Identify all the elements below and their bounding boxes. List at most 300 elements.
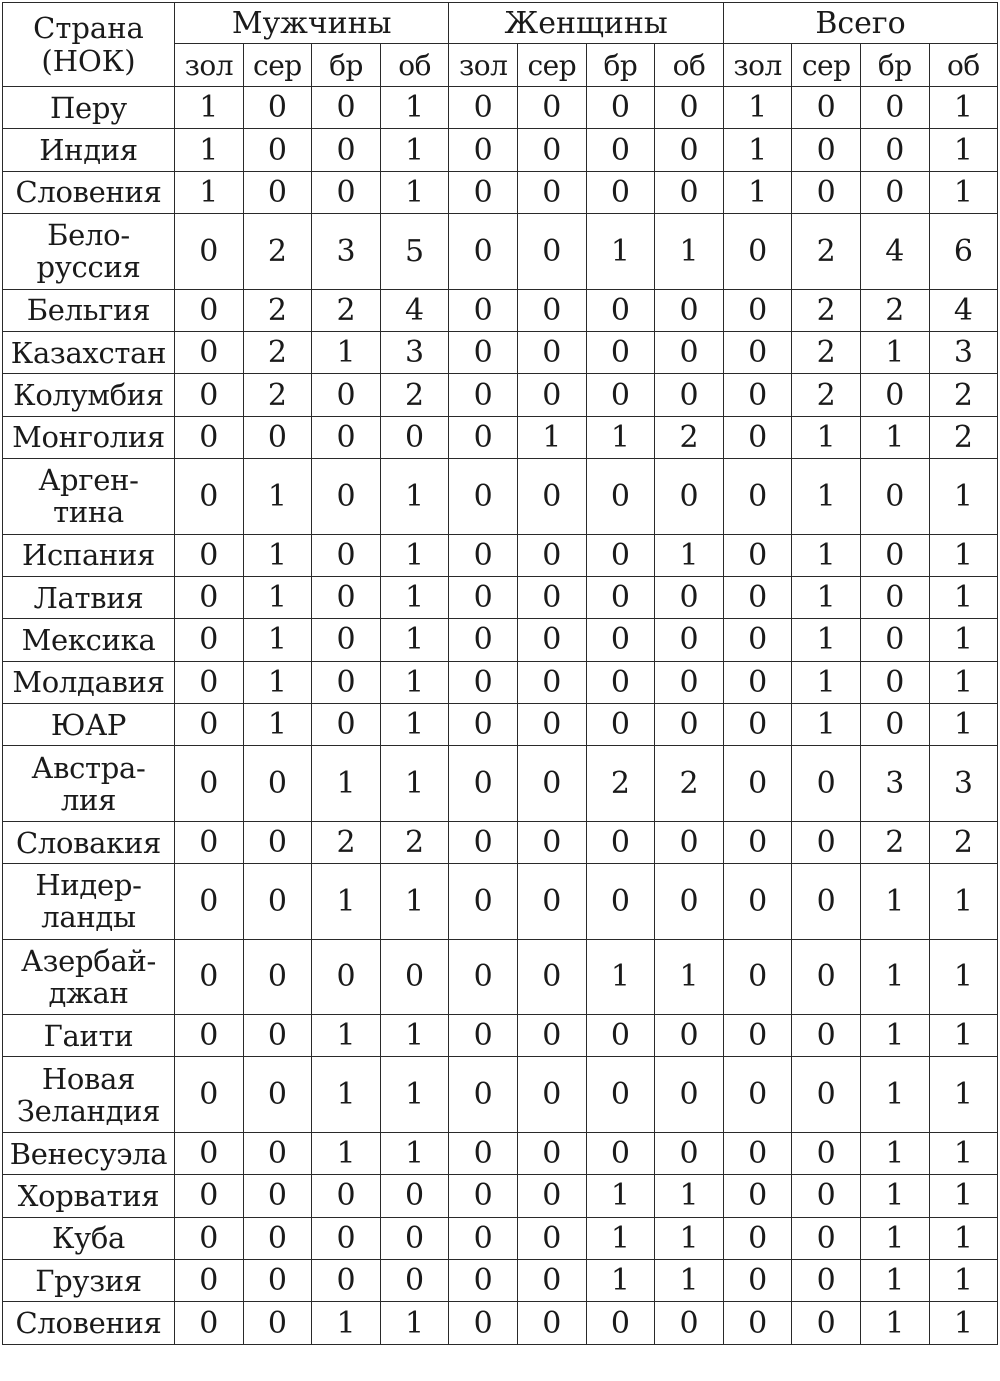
medal-count-women-gold: 0 — [449, 87, 518, 129]
medal-count-women-total: 0 — [655, 821, 724, 863]
medal-count-men-gold: 1 — [175, 87, 244, 129]
medal-count-total-bronze: 0 — [861, 576, 930, 618]
medal-count-total-gold: 0 — [723, 939, 792, 1014]
country-name-line1: Словения — [15, 1306, 162, 1341]
medal-count-men-silver: 1 — [243, 576, 312, 618]
medal-count-women-gold: 0 — [449, 129, 518, 171]
medal-count-total-silver: 0 — [792, 864, 861, 939]
medal-count-total-total: 1 — [929, 939, 998, 1014]
medal-count-women-bronze: 0 — [586, 374, 655, 416]
medal-count-total-total: 1 — [929, 1175, 998, 1217]
medal-count-men-gold: 0 — [175, 864, 244, 939]
medal-count-women-bronze: 0 — [586, 661, 655, 703]
medal-count-total-total: 1 — [929, 171, 998, 213]
medal-count-women-silver: 0 — [518, 331, 587, 373]
medal-count-total-total: 2 — [929, 374, 998, 416]
medal-count-women-total: 1 — [655, 1175, 724, 1217]
country-name — [3, 534, 175, 576]
country-name-line1: Нидер- — [35, 868, 142, 903]
medal-count-men-total: 4 — [380, 289, 449, 331]
medal-count-women-total: 1 — [655, 1217, 724, 1259]
medal-count-women-silver: 0 — [518, 1015, 587, 1057]
medal-count-men-total: 1 — [380, 619, 449, 661]
country-name-line1: Молдавия — [12, 665, 165, 700]
medal-count-men-bronze: 0 — [312, 534, 381, 576]
medal-count-total-gold: 0 — [723, 1217, 792, 1259]
medal-count-women-total: 2 — [655, 746, 724, 821]
medal-count-total-bronze: 2 — [861, 821, 930, 863]
country-name — [3, 1057, 175, 1132]
medal-count-total-total: 1 — [929, 1217, 998, 1259]
medal-count-men-gold: 0 — [175, 331, 244, 373]
medal-count-women-gold: 0 — [449, 746, 518, 821]
medal-count-total-gold: 0 — [723, 1015, 792, 1057]
subheader-total: об — [929, 44, 998, 87]
medal-count-total-gold: 0 — [723, 704, 792, 746]
country-name — [3, 1217, 175, 1259]
country-name — [3, 939, 175, 1014]
medal-count-total-bronze: 0 — [861, 459, 930, 534]
medal-count-men-gold: 1 — [175, 171, 244, 213]
medal-count-women-gold: 0 — [449, 374, 518, 416]
medal-count-women-silver: 0 — [518, 534, 587, 576]
medal-count-men-bronze: 1 — [312, 864, 381, 939]
medal-count-women-gold: 0 — [449, 289, 518, 331]
medal-count-men-total: 1 — [380, 87, 449, 129]
country-name-line1: Австра- — [31, 750, 146, 785]
medal-count-men-gold: 0 — [175, 1132, 244, 1174]
country-name-line1: Латвия — [33, 580, 144, 615]
country-name-line1: Новая — [41, 1061, 136, 1096]
medal-count-men-silver: 2 — [243, 214, 312, 289]
medal-count-women-gold: 0 — [449, 821, 518, 863]
subheader-silver: сер — [792, 44, 861, 87]
medal-count-men-silver: 0 — [243, 1217, 312, 1259]
country-name — [3, 331, 175, 373]
medal-count-women-total: 0 — [655, 331, 724, 373]
medal-count-women-silver: 0 — [518, 1259, 587, 1301]
subheader-bronze: бр — [861, 44, 930, 87]
medal-count-women-total: 0 — [655, 704, 724, 746]
medal-count-total-bronze: 3 — [861, 746, 930, 821]
medal-count-men-bronze: 1 — [312, 1302, 381, 1344]
medal-count-total-silver: 0 — [792, 746, 861, 821]
medal-count-men-bronze: 0 — [312, 1175, 381, 1217]
table-row — [3, 331, 998, 373]
country-name-line1: Перу — [50, 90, 127, 125]
medal-count-women-total: 0 — [655, 576, 724, 618]
medal-count-women-total: 0 — [655, 864, 724, 939]
medal-count-men-gold: 0 — [175, 746, 244, 821]
medal-count-total-gold: 0 — [723, 864, 792, 939]
country-name — [3, 1175, 175, 1217]
medal-count-men-bronze: 2 — [312, 289, 381, 331]
country-name — [3, 1259, 175, 1301]
medal-count-women-gold: 0 — [449, 459, 518, 534]
medal-count-men-silver: 0 — [243, 416, 312, 458]
country-name — [3, 289, 175, 331]
medal-count-total-gold: 0 — [723, 214, 792, 289]
table-row — [3, 619, 998, 661]
medal-count-total-total: 3 — [929, 746, 998, 821]
group-header-men: Мужчины — [175, 3, 449, 44]
medal-count-women-bronze: 0 — [586, 331, 655, 373]
medal-count-total-gold: 0 — [723, 331, 792, 373]
medal-count-women-bronze: 0 — [586, 1015, 655, 1057]
medal-count-women-gold: 0 — [449, 1132, 518, 1174]
medal-count-women-total: 0 — [655, 171, 724, 213]
medal-table — [2, 2, 998, 1345]
medal-count-women-silver: 0 — [518, 746, 587, 821]
medal-count-total-gold: 0 — [723, 1259, 792, 1301]
medal-count-total-silver: 1 — [792, 661, 861, 703]
medal-count-men-gold: 0 — [175, 1015, 244, 1057]
medal-count-total-silver: 0 — [792, 1302, 861, 1344]
medal-count-men-total: 0 — [380, 1217, 449, 1259]
medal-count-women-bronze: 0 — [586, 576, 655, 618]
medal-count-men-gold: 0 — [175, 1259, 244, 1301]
medal-count-men-gold: 0 — [175, 534, 244, 576]
medal-count-men-total: 2 — [380, 374, 449, 416]
medal-count-men-gold: 0 — [175, 214, 244, 289]
medal-count-men-gold: 1 — [175, 129, 244, 171]
medal-count-total-total: 6 — [929, 214, 998, 289]
country-name — [3, 416, 175, 458]
medal-count-total-total: 1 — [929, 87, 998, 129]
medal-count-men-total: 1 — [380, 1302, 449, 1344]
medal-count-women-total: 0 — [655, 289, 724, 331]
medal-count-total-silver: 0 — [792, 1259, 861, 1301]
medal-count-men-bronze: 0 — [312, 459, 381, 534]
medal-count-total-bronze: 1 — [861, 331, 930, 373]
medal-count-total-bronze: 0 — [861, 704, 930, 746]
country-name-line1: Гаити — [43, 1018, 134, 1053]
medal-count-men-silver: 2 — [243, 374, 312, 416]
medal-count-women-total: 0 — [655, 619, 724, 661]
medal-count-women-silver: 0 — [518, 864, 587, 939]
medal-count-men-total: 1 — [380, 746, 449, 821]
table-row — [3, 1132, 998, 1174]
medal-count-men-silver: 2 — [243, 331, 312, 373]
medal-count-men-gold: 0 — [175, 704, 244, 746]
medal-count-men-bronze: 0 — [312, 87, 381, 129]
country-name-line1: Словакия — [15, 825, 162, 860]
medal-count-men-total: 1 — [380, 534, 449, 576]
medal-count-women-silver: 0 — [518, 459, 587, 534]
medal-count-men-bronze: 0 — [312, 661, 381, 703]
medal-count-total-bronze: 1 — [861, 939, 930, 1014]
medal-count-men-total: 1 — [380, 576, 449, 618]
medal-count-total-gold: 0 — [723, 821, 792, 863]
country-name-line1: Мексика — [21, 622, 156, 657]
medal-count-women-bronze: 1 — [586, 1259, 655, 1301]
country-name-line1: Монголия — [12, 420, 165, 455]
medal-count-men-total: 1 — [380, 171, 449, 213]
medal-count-women-silver: 0 — [518, 171, 587, 213]
country-name-line1: Азербай- — [21, 943, 156, 978]
medal-count-women-silver: 0 — [518, 1217, 587, 1259]
medal-count-men-silver: 0 — [243, 129, 312, 171]
medal-count-women-silver: 0 — [518, 129, 587, 171]
medal-count-men-bronze: 0 — [312, 939, 381, 1014]
medal-count-total-gold: 1 — [723, 171, 792, 213]
medal-count-total-bronze: 0 — [861, 87, 930, 129]
medal-count-total-silver: 2 — [792, 331, 861, 373]
medal-count-total-silver: 1 — [792, 459, 861, 534]
medal-count-women-gold: 0 — [449, 1175, 518, 1217]
country-name-line1: ЮАР — [50, 707, 127, 742]
medal-count-women-gold: 0 — [449, 1259, 518, 1301]
medal-count-men-total: 0 — [380, 939, 449, 1014]
medal-count-total-bronze: 0 — [861, 661, 930, 703]
medal-count-women-bronze: 0 — [586, 704, 655, 746]
medal-count-total-total: 1 — [929, 1015, 998, 1057]
medal-count-men-total: 1 — [380, 704, 449, 746]
table-row — [3, 87, 998, 129]
table-row — [3, 459, 998, 534]
medal-count-women-gold: 0 — [449, 939, 518, 1014]
medal-count-total-bronze: 4 — [861, 214, 930, 289]
medal-count-men-gold: 0 — [175, 289, 244, 331]
medal-count-men-silver: 1 — [243, 534, 312, 576]
subheader-gold: зол — [175, 44, 244, 87]
medal-count-total-gold: 0 — [723, 289, 792, 331]
medal-count-total-total: 1 — [929, 576, 998, 618]
table-row — [3, 746, 998, 821]
medal-count-women-gold: 0 — [449, 1302, 518, 1344]
subheader-bronze: бр — [586, 44, 655, 87]
medal-count-total-silver: 0 — [792, 1132, 861, 1174]
medal-count-men-total: 1 — [380, 129, 449, 171]
medal-count-total-bronze: 1 — [861, 1132, 930, 1174]
medal-count-women-bronze: 0 — [586, 1302, 655, 1344]
medal-count-men-total: 0 — [380, 416, 449, 458]
medal-count-total-silver: 1 — [792, 619, 861, 661]
medal-count-women-bronze: 0 — [586, 821, 655, 863]
medal-count-men-gold: 0 — [175, 1302, 244, 1344]
medal-count-total-total: 1 — [929, 534, 998, 576]
subheader-gold: зол — [449, 44, 518, 87]
medal-count-women-gold: 0 — [449, 534, 518, 576]
medal-count-women-total: 0 — [655, 1057, 724, 1132]
medal-count-women-bronze: 0 — [586, 1057, 655, 1132]
medal-count-total-total: 1 — [929, 1302, 998, 1344]
table-row — [3, 374, 998, 416]
medal-count-total-silver: 0 — [792, 939, 861, 1014]
medal-count-men-gold: 0 — [175, 416, 244, 458]
medal-count-women-bronze: 0 — [586, 534, 655, 576]
medal-count-men-bronze: 0 — [312, 619, 381, 661]
medal-count-total-gold: 0 — [723, 1175, 792, 1217]
table-row — [3, 1259, 998, 1301]
country-name — [3, 87, 175, 129]
medal-count-total-gold: 0 — [723, 1057, 792, 1132]
table-row — [3, 289, 998, 331]
country-name-line2: ланды — [41, 900, 136, 935]
medal-count-women-bronze: 0 — [586, 1132, 655, 1174]
country-name — [3, 576, 175, 618]
medal-count-men-bronze: 3 — [312, 214, 381, 289]
medal-count-women-gold: 0 — [449, 331, 518, 373]
medal-count-total-bronze: 0 — [861, 374, 930, 416]
medal-count-total-gold: 0 — [723, 1302, 792, 1344]
medal-count-women-silver: 0 — [518, 939, 587, 1014]
medal-count-women-total: 0 — [655, 1302, 724, 1344]
medal-count-men-gold: 0 — [175, 576, 244, 618]
table-row — [3, 939, 998, 1014]
subheader-total: об — [380, 44, 449, 87]
medal-count-total-gold: 0 — [723, 576, 792, 618]
medal-count-women-silver: 0 — [518, 1302, 587, 1344]
country-name — [3, 746, 175, 821]
medal-count-women-gold: 0 — [449, 171, 518, 213]
medal-count-women-bronze: 0 — [586, 289, 655, 331]
medal-count-women-silver: 0 — [518, 821, 587, 863]
medal-count-total-silver: 1 — [792, 704, 861, 746]
table-row — [3, 1217, 998, 1259]
medal-count-men-bronze: 0 — [312, 1259, 381, 1301]
medal-count-total-silver: 1 — [792, 576, 861, 618]
medal-count-men-total: 0 — [380, 1175, 449, 1217]
country-name-line1: Колумбия — [13, 378, 164, 413]
country-name-line2: лия — [60, 782, 117, 817]
medal-count-men-silver: 0 — [243, 1302, 312, 1344]
medal-count-women-bronze: 1 — [586, 939, 655, 1014]
medal-count-total-gold: 1 — [723, 87, 792, 129]
group-header-total: Всего — [723, 3, 997, 44]
medal-count-women-total: 1 — [655, 214, 724, 289]
medal-count-total-total: 1 — [929, 459, 998, 534]
medal-count-men-silver: 0 — [243, 746, 312, 821]
table-row — [3, 1015, 998, 1057]
medal-count-total-bronze: 1 — [861, 1302, 930, 1344]
medal-count-women-gold: 0 — [449, 661, 518, 703]
medal-count-men-silver: 0 — [243, 821, 312, 863]
medal-count-men-bronze: 0 — [312, 416, 381, 458]
medal-count-total-bronze: 1 — [861, 864, 930, 939]
medal-count-women-gold: 0 — [449, 214, 518, 289]
medal-count-men-total: 1 — [380, 1132, 449, 1174]
medal-count-total-silver: 0 — [792, 1217, 861, 1259]
medal-count-total-silver: 2 — [792, 214, 861, 289]
medal-count-men-bronze: 0 — [312, 704, 381, 746]
table-row — [3, 416, 998, 458]
country-name — [3, 661, 175, 703]
medal-count-men-gold: 0 — [175, 374, 244, 416]
country-name — [3, 1302, 175, 1344]
medal-count-men-bronze: 1 — [312, 1015, 381, 1057]
table-row — [3, 1302, 998, 1344]
medal-count-women-bronze: 1 — [586, 416, 655, 458]
table-row — [3, 534, 998, 576]
medal-count-men-bronze: 2 — [312, 821, 381, 863]
medal-count-total-gold: 0 — [723, 416, 792, 458]
medal-count-total-silver: 1 — [792, 416, 861, 458]
medal-count-women-silver: 0 — [518, 374, 587, 416]
medal-count-women-gold: 0 — [449, 1217, 518, 1259]
medal-count-total-silver: 0 — [792, 1057, 861, 1132]
medal-count-women-bronze: 1 — [586, 1175, 655, 1217]
medal-count-men-total: 2 — [380, 821, 449, 863]
medal-count-men-bronze: 0 — [312, 576, 381, 618]
medal-count-total-total: 2 — [929, 821, 998, 863]
medal-count-women-bronze: 2 — [586, 746, 655, 821]
medal-count-men-total: 5 — [380, 214, 449, 289]
medal-count-women-silver: 0 — [518, 1057, 587, 1132]
medal-count-women-total: 1 — [655, 1259, 724, 1301]
country-name-line1: Куба — [51, 1221, 126, 1256]
country-name — [3, 459, 175, 534]
country-name — [3, 374, 175, 416]
medal-count-women-bronze: 0 — [586, 129, 655, 171]
medal-count-total-silver: 0 — [792, 821, 861, 863]
medal-count-total-total: 1 — [929, 619, 998, 661]
medal-count-women-total: 0 — [655, 1132, 724, 1174]
country-name-line2: джан — [48, 975, 129, 1010]
group-header-women: Женщины — [449, 3, 723, 44]
medal-count-men-bronze: 0 — [312, 129, 381, 171]
country-name — [3, 821, 175, 863]
medal-count-men-silver: 0 — [243, 1057, 312, 1132]
medal-count-women-silver: 1 — [518, 416, 587, 458]
medal-count-total-bronze: 1 — [861, 1175, 930, 1217]
table-row — [3, 214, 998, 289]
country-name-line1: Индия — [39, 133, 138, 168]
medal-count-women-silver: 0 — [518, 704, 587, 746]
medal-count-men-silver: 0 — [243, 171, 312, 213]
country-name-line2: тина — [53, 495, 124, 530]
medal-count-men-silver: 2 — [243, 289, 312, 331]
country-name — [3, 1015, 175, 1057]
table-row — [3, 171, 998, 213]
medal-count-total-gold: 0 — [723, 619, 792, 661]
country-name-line1: Хорватия — [17, 1178, 160, 1213]
medal-count-women-total: 1 — [655, 939, 724, 1014]
medal-count-total-bronze: 2 — [861, 289, 930, 331]
medal-count-total-silver: 1 — [792, 534, 861, 576]
medal-count-total-silver: 2 — [792, 289, 861, 331]
medal-count-women-gold: 0 — [449, 619, 518, 661]
country-name-line1: Казахстан — [10, 335, 167, 370]
medal-count-women-bronze: 1 — [586, 214, 655, 289]
medal-count-women-gold: 0 — [449, 864, 518, 939]
medal-count-men-total: 1 — [380, 1015, 449, 1057]
country-name — [3, 704, 175, 746]
table-row — [3, 129, 998, 171]
medal-count-men-silver: 0 — [243, 1259, 312, 1301]
medal-count-women-total: 0 — [655, 374, 724, 416]
medal-count-total-gold: 0 — [723, 661, 792, 703]
country-name — [3, 214, 175, 289]
medal-count-men-silver: 1 — [243, 459, 312, 534]
medal-count-women-total: 0 — [655, 87, 724, 129]
table-row — [3, 704, 998, 746]
medal-count-women-gold: 0 — [449, 704, 518, 746]
medal-count-total-silver: 0 — [792, 129, 861, 171]
medal-count-total-bronze: 1 — [861, 1057, 930, 1132]
medal-count-total-bronze: 1 — [861, 416, 930, 458]
country-name — [3, 619, 175, 661]
medal-count-women-silver: 0 — [518, 661, 587, 703]
table-row — [3, 864, 998, 939]
medal-count-women-silver: 0 — [518, 289, 587, 331]
subheader-silver: сер — [518, 44, 587, 87]
subheader-bronze: бр — [312, 44, 381, 87]
country-name-line1: Испания — [21, 538, 155, 573]
medal-count-women-silver: 0 — [518, 1175, 587, 1217]
medal-count-total-gold: 0 — [723, 374, 792, 416]
country-name-line1: Грузия — [35, 1263, 142, 1298]
